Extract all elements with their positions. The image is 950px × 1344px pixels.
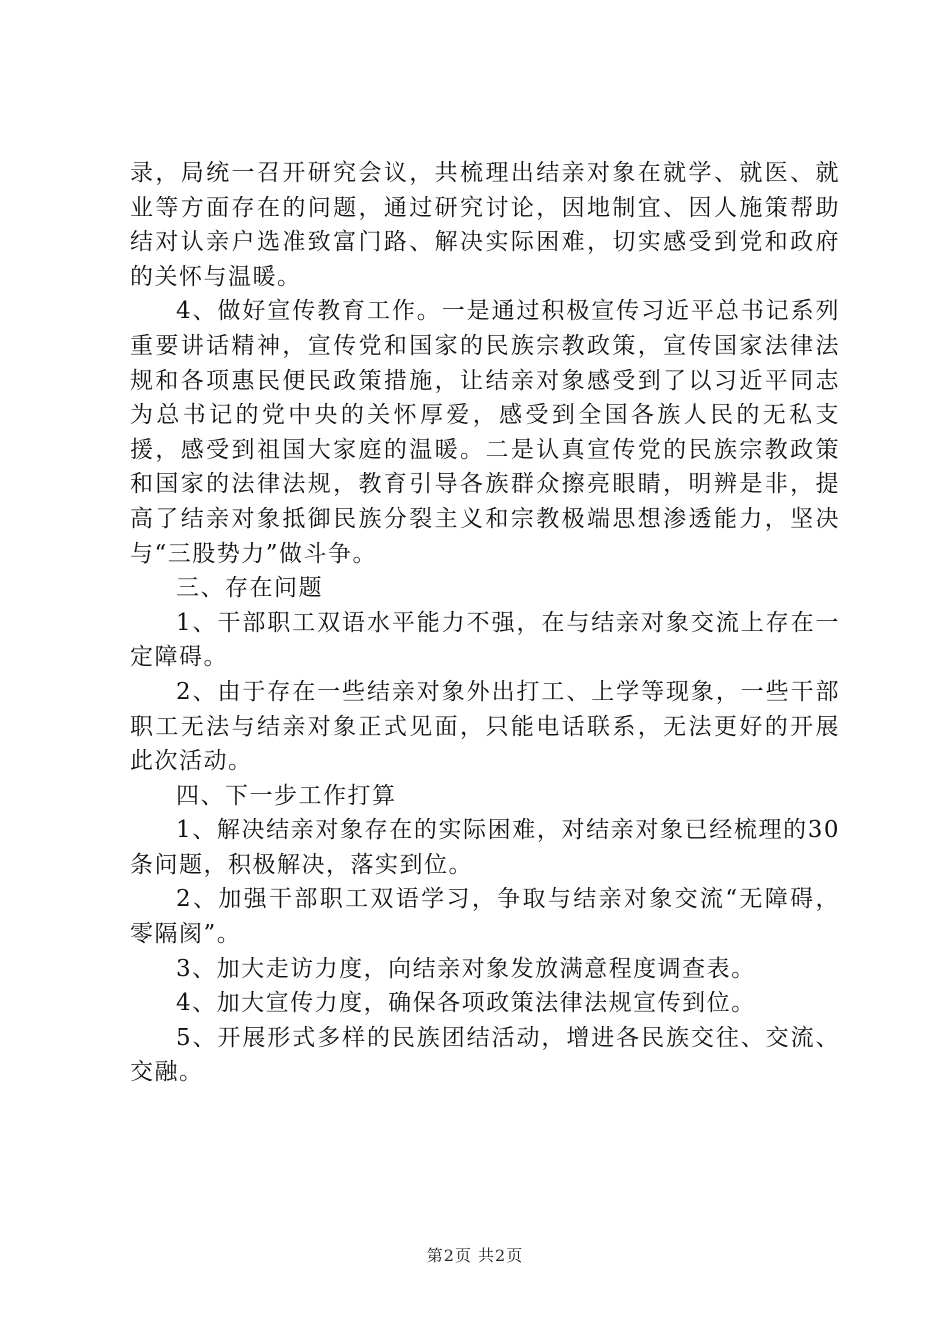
- page-footer: 第2页 共2页: [426, 1246, 524, 1265]
- paragraph-continuation: 录，局统一召开研究会议，共梳理出结亲对象在就学、就医、就业等方面存在的问题，通过研究讨论，因地制宜、因人施策帮助结对认亲户选准致富门路、解决实际困难，切实感受到党和政府的关怀与温暖。: [130, 160, 840, 290]
- paragraph-next-step-1: 1、解决结亲对象存在的实际困难，对结亲对象已经梳理的30条问题，积极解决，落实到位。: [130, 817, 840, 878]
- paragraph-problem-2: 2、由于存在一些结亲对象外出打工、上学等现象，一些干部职工无法与结亲对象正式见面，只能电话联系，无法更好的开展此次活动。: [130, 678, 840, 775]
- paragraph-problem-1: 1、干部职工双语水平能力不强，在与结亲对象交流上存在一定障碍。: [130, 609, 840, 671]
- paragraph-publicity-education: 4、做好宣传教育工作。一是通过积极宣传习近平总书记系列重要讲话精神，宣传党和国家的民族宗教政策，宣传国家法律法规和各项惠民便民政策措施，让结亲对象感受到了以习近平同志为总书记的党中央的关怀厚爱，感受到全国各族人民的无私支援，感受到祖国大家庭的温暖。二是认真宣传党的民族宗教政策和国家的法律法规，教育引导各族群众擦亮眼睛，明辨是非，提高了结亲对象抵御民族分裂主义和宗教极端思想渗透能力，坚决与“三股势力”做斗争。: [130, 298, 840, 567]
- paragraph-next-step-2: 2、加强干部职工双语学习，争取与结亲对象交流“无障碍，零隔阂”。: [130, 886, 840, 948]
- paragraph-next-step-5: 5、开展形式多样的民族团结活动，增进各民族交往、交流、交融。: [130, 1024, 840, 1086]
- section-heading-next-steps: 四、下一步工作打算: [176, 782, 397, 809]
- paragraph-next-step-3: 3、加大走访力度，向结亲对象发放满意程度调查表。: [176, 955, 756, 982]
- section-heading-problems: 三、存在问题: [176, 575, 323, 602]
- document-body: [130, 156, 840, 1090]
- paragraph-next-step-4: 4、加大宣传力度，确保各项政策法律法规宣传到位。: [176, 990, 756, 1017]
